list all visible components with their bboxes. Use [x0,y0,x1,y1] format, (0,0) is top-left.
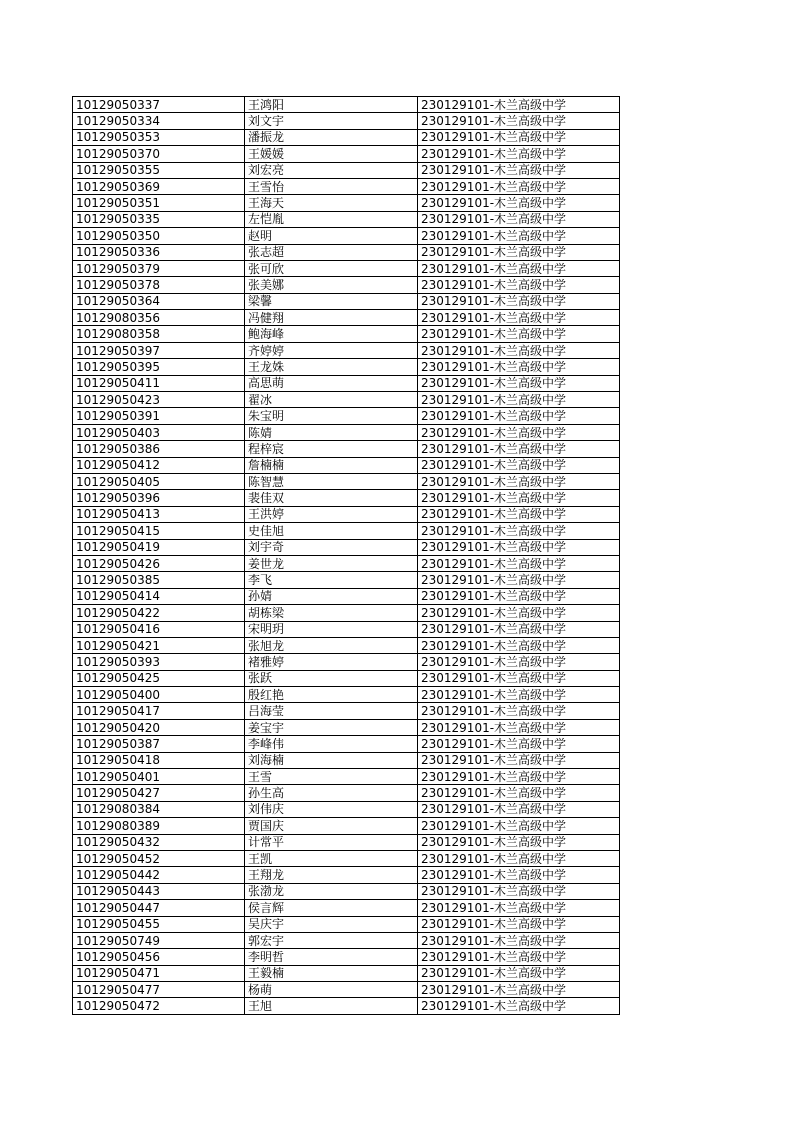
student-name-cell: 刘海楠 [245,752,418,768]
student-name-cell: 史佳旭 [245,523,418,539]
school-cell: 230129101-木兰高级中学 [418,555,620,571]
student-id-cell: 10129050749 [73,932,245,948]
student-name-cell: 冯健翔 [245,310,418,326]
school-cell: 230129101-木兰高级中学 [418,359,620,375]
student-id-cell: 10129050416 [73,621,245,637]
student-id-cell: 10129050426 [73,555,245,571]
table-row [73,244,620,260]
student-id-cell: 10129050385 [73,572,245,588]
table-row [73,392,620,408]
table-row [73,605,620,621]
student-id-cell: 10129050379 [73,260,245,276]
table-row [73,523,620,539]
student-name-cell: 郭宏宇 [245,932,418,948]
student-name-cell: 褚雅婷 [245,654,418,670]
school-cell: 230129101-木兰高级中学 [418,146,620,162]
student-name-cell: 张旭龙 [245,637,418,653]
school-cell: 230129101-木兰高级中学 [418,703,620,719]
school-cell: 230129101-木兰高级中学 [418,719,620,735]
student-id-cell: 10129050335 [73,211,245,227]
student-id-cell: 10129050412 [73,457,245,473]
table-row [73,736,620,752]
student-id-cell: 10129050417 [73,703,245,719]
student-name-cell: 齐婷婷 [245,342,418,358]
student-name-cell: 吴庆宇 [245,916,418,932]
table-row [73,359,620,375]
student-id-cell: 10129050378 [73,277,245,293]
student-name-cell: 王洪婷 [245,506,418,522]
table-row [73,195,620,211]
student-name-cell: 詹楠楠 [245,457,418,473]
table-row [73,769,620,785]
student-name-cell: 王龙姝 [245,359,418,375]
student-name-cell: 朱宝明 [245,408,418,424]
student-id-cell: 10129050393 [73,654,245,670]
table-row [73,441,620,457]
school-cell: 230129101-木兰高级中学 [418,572,620,588]
student-id-cell: 10129050337 [73,97,245,113]
student-id-cell: 10129050391 [73,408,245,424]
student-id-cell: 10129050334 [73,113,245,129]
student-id-cell: 10129050353 [73,129,245,145]
table-row [73,555,620,571]
student-id-cell: 10129050471 [73,965,245,981]
student-id-cell: 10129050397 [73,342,245,358]
student-name-cell: 陈智慧 [245,473,418,489]
table-row [73,490,620,506]
student-name-cell: 张志超 [245,244,418,260]
school-cell: 230129101-木兰高级中学 [418,441,620,457]
school-cell: 230129101-木兰高级中学 [418,982,620,998]
school-cell: 230129101-木兰高级中学 [418,375,620,391]
student-name-cell: 杨萌 [245,982,418,998]
student-id-cell: 10129050405 [73,473,245,489]
school-cell: 230129101-木兰高级中学 [418,342,620,358]
school-cell: 230129101-木兰高级中学 [418,637,620,653]
school-cell: 230129101-木兰高级中学 [418,260,620,276]
student-id-cell: 10129050418 [73,752,245,768]
student-name-cell: 陈婧 [245,424,418,440]
school-cell: 230129101-木兰高级中学 [418,900,620,916]
student-id-cell: 10129050336 [73,244,245,260]
school-cell: 230129101-木兰高级中学 [418,752,620,768]
student-id-cell: 10129050432 [73,834,245,850]
school-cell: 230129101-木兰高级中学 [418,949,620,965]
student-id-cell: 10129050477 [73,982,245,998]
table-row [73,277,620,293]
school-cell: 230129101-木兰高级中学 [418,211,620,227]
school-cell: 230129101-木兰高级中学 [418,392,620,408]
school-cell: 230129101-木兰高级中学 [418,244,620,260]
school-cell: 230129101-木兰高级中学 [418,326,620,342]
student-name-cell: 赵明 [245,228,418,244]
student-name-cell: 李峰伟 [245,736,418,752]
student-id-cell: 10129050351 [73,195,245,211]
student-id-cell: 10129050455 [73,916,245,932]
table-row [73,146,620,162]
school-cell: 230129101-木兰高级中学 [418,523,620,539]
table-row [73,752,620,768]
table-row [73,687,620,703]
student-name-cell: 王雪 [245,769,418,785]
student-id-cell: 10129050423 [73,392,245,408]
student-name-cell: 刘伟庆 [245,801,418,817]
table-row [73,932,620,948]
student-name-cell: 吕海莹 [245,703,418,719]
student-id-cell: 10129050447 [73,900,245,916]
table-row [73,178,620,194]
student-id-cell: 10129050442 [73,867,245,883]
student-name-cell: 李明哲 [245,949,418,965]
student-id-cell: 10129050422 [73,605,245,621]
student-name-cell: 裴佳双 [245,490,418,506]
school-cell: 230129101-木兰高级中学 [418,932,620,948]
school-cell: 230129101-木兰高级中学 [418,998,620,1014]
table-row [73,97,620,113]
school-cell: 230129101-木兰高级中学 [418,490,620,506]
school-cell: 230129101-木兰高级中学 [418,687,620,703]
school-cell: 230129101-木兰高级中学 [418,178,620,194]
table-row [73,621,620,637]
table-row [73,473,620,489]
school-cell: 230129101-木兰高级中学 [418,769,620,785]
student-name-cell: 孙婧 [245,588,418,604]
table-row [73,703,620,719]
school-cell: 230129101-木兰高级中学 [418,228,620,244]
table-row [73,375,620,391]
student-id-cell: 10129050370 [73,146,245,162]
school-cell: 230129101-木兰高级中学 [418,818,620,834]
student-id-cell: 10129050420 [73,719,245,735]
student-name-cell: 姜宝宇 [245,719,418,735]
student-id-cell: 10129050396 [73,490,245,506]
school-cell: 230129101-木兰高级中学 [418,883,620,899]
school-cell: 230129101-木兰高级中学 [418,457,620,473]
student-id-cell: 10129050411 [73,375,245,391]
table-row [73,408,620,424]
student-name-cell: 张可欣 [245,260,418,276]
school-cell: 230129101-木兰高级中学 [418,424,620,440]
table-row [73,801,620,817]
school-cell: 230129101-木兰高级中学 [418,113,620,129]
student-name-cell: 梁馨 [245,293,418,309]
student-id-cell: 10129050386 [73,441,245,457]
student-id-cell: 10129080356 [73,310,245,326]
school-cell: 230129101-木兰高级中学 [418,129,620,145]
school-cell: 230129101-木兰高级中学 [418,785,620,801]
table-row [73,113,620,129]
table-row [73,654,620,670]
student-id-cell: 10129050350 [73,228,245,244]
table-row [73,424,620,440]
school-cell: 230129101-木兰高级中学 [418,834,620,850]
student-id-cell: 10129050443 [73,883,245,899]
student-id-cell: 10129050413 [73,506,245,522]
student-name-cell: 程梓宸 [245,441,418,457]
table-row [73,228,620,244]
school-cell: 230129101-木兰高级中学 [418,850,620,866]
table-row [73,539,620,555]
school-cell: 230129101-木兰高级中学 [418,473,620,489]
table-row [73,572,620,588]
student-name-cell: 王凯 [245,850,418,866]
student-name-cell: 李飞 [245,572,418,588]
student-id-cell: 10129050403 [73,424,245,440]
school-cell: 230129101-木兰高级中学 [418,293,620,309]
student-id-cell: 10129050364 [73,293,245,309]
table-row [73,637,620,653]
student-name-cell: 王旭 [245,998,418,1014]
table-row [73,342,620,358]
table-row [73,326,620,342]
student-name-cell: 翟冰 [245,392,418,408]
table-row [73,129,620,145]
student-id-cell: 10129080358 [73,326,245,342]
student-id-cell: 10129050427 [73,785,245,801]
table-row [73,982,620,998]
student-name-cell: 张美娜 [245,277,418,293]
student-name-cell: 刘宏亮 [245,162,418,178]
student-name-cell: 王媛媛 [245,146,418,162]
student-name-cell: 王毅楠 [245,965,418,981]
student-name-cell: 侯言辉 [245,900,418,916]
student-id-cell: 10129050452 [73,850,245,866]
student-name-cell: 计常平 [245,834,418,850]
school-cell: 230129101-木兰高级中学 [418,916,620,932]
table-row [73,162,620,178]
school-cell: 230129101-木兰高级中学 [418,162,620,178]
student-id-cell: 10129080389 [73,818,245,834]
student-id-cell: 10129050401 [73,769,245,785]
school-cell: 230129101-木兰高级中学 [418,621,620,637]
student-id-cell: 10129050421 [73,637,245,653]
table-row [73,670,620,686]
student-id-cell: 10129050425 [73,670,245,686]
student-name-cell: 殷红艳 [245,687,418,703]
table-row [73,785,620,801]
table-row [73,293,620,309]
school-cell: 230129101-木兰高级中学 [418,965,620,981]
student-name-cell: 孙生高 [245,785,418,801]
table-row [73,998,620,1014]
student-id-cell: 10129050414 [73,588,245,604]
school-cell: 230129101-木兰高级中学 [418,539,620,555]
student-id-cell: 10129050456 [73,949,245,965]
table-row [73,457,620,473]
table-row [73,850,620,866]
school-cell: 230129101-木兰高级中学 [418,588,620,604]
student-name-cell: 胡栋梁 [245,605,418,621]
student-name-cell: 左恺胤 [245,211,418,227]
table-row [73,965,620,981]
table-row [73,883,620,899]
table-row [73,818,620,834]
table-row [73,506,620,522]
table-row [73,916,620,932]
student-name-cell: 贾国庆 [245,818,418,834]
student-id-cell: 10129080384 [73,801,245,817]
table-row [73,211,620,227]
table-row [73,588,620,604]
table-row [73,719,620,735]
school-cell: 230129101-木兰高级中学 [418,654,620,670]
table-body [73,97,620,1015]
student-name-cell: 鲍海峰 [245,326,418,342]
student-name-cell: 张渤龙 [245,883,418,899]
student-id-cell: 10129050415 [73,523,245,539]
school-cell: 230129101-木兰高级中学 [418,310,620,326]
student-id-cell: 10129050369 [73,178,245,194]
student-name-cell: 高思萌 [245,375,418,391]
school-cell: 230129101-木兰高级中学 [418,506,620,522]
student-table [72,96,620,1015]
student-name-cell: 王海天 [245,195,418,211]
student-name-cell: 王翔龙 [245,867,418,883]
student-name-cell: 刘文宇 [245,113,418,129]
table-row [73,949,620,965]
table-row [73,900,620,916]
table-row [73,867,620,883]
school-cell: 230129101-木兰高级中学 [418,736,620,752]
school-cell: 230129101-木兰高级中学 [418,605,620,621]
school-cell: 230129101-木兰高级中学 [418,670,620,686]
table-row [73,834,620,850]
student-id-cell: 10129050355 [73,162,245,178]
student-id-cell: 10129050400 [73,687,245,703]
student-name-cell: 潘振龙 [245,129,418,145]
student-id-cell: 10129050419 [73,539,245,555]
school-cell: 230129101-木兰高级中学 [418,408,620,424]
table-row [73,260,620,276]
student-name-cell: 刘宇奇 [245,539,418,555]
student-id-cell: 10129050472 [73,998,245,1014]
student-name-cell: 王鸿阳 [245,97,418,113]
student-id-cell: 10129050395 [73,359,245,375]
student-name-cell: 张跃 [245,670,418,686]
school-cell: 230129101-木兰高级中学 [418,277,620,293]
student-name-cell: 宋明玥 [245,621,418,637]
school-cell: 230129101-木兰高级中学 [418,867,620,883]
table-row [73,310,620,326]
school-cell: 230129101-木兰高级中学 [418,97,620,113]
student-name-cell: 姜世龙 [245,555,418,571]
school-cell: 230129101-木兰高级中学 [418,195,620,211]
school-cell: 230129101-木兰高级中学 [418,801,620,817]
student-id-cell: 10129050387 [73,736,245,752]
student-name-cell: 王雪怡 [245,178,418,194]
